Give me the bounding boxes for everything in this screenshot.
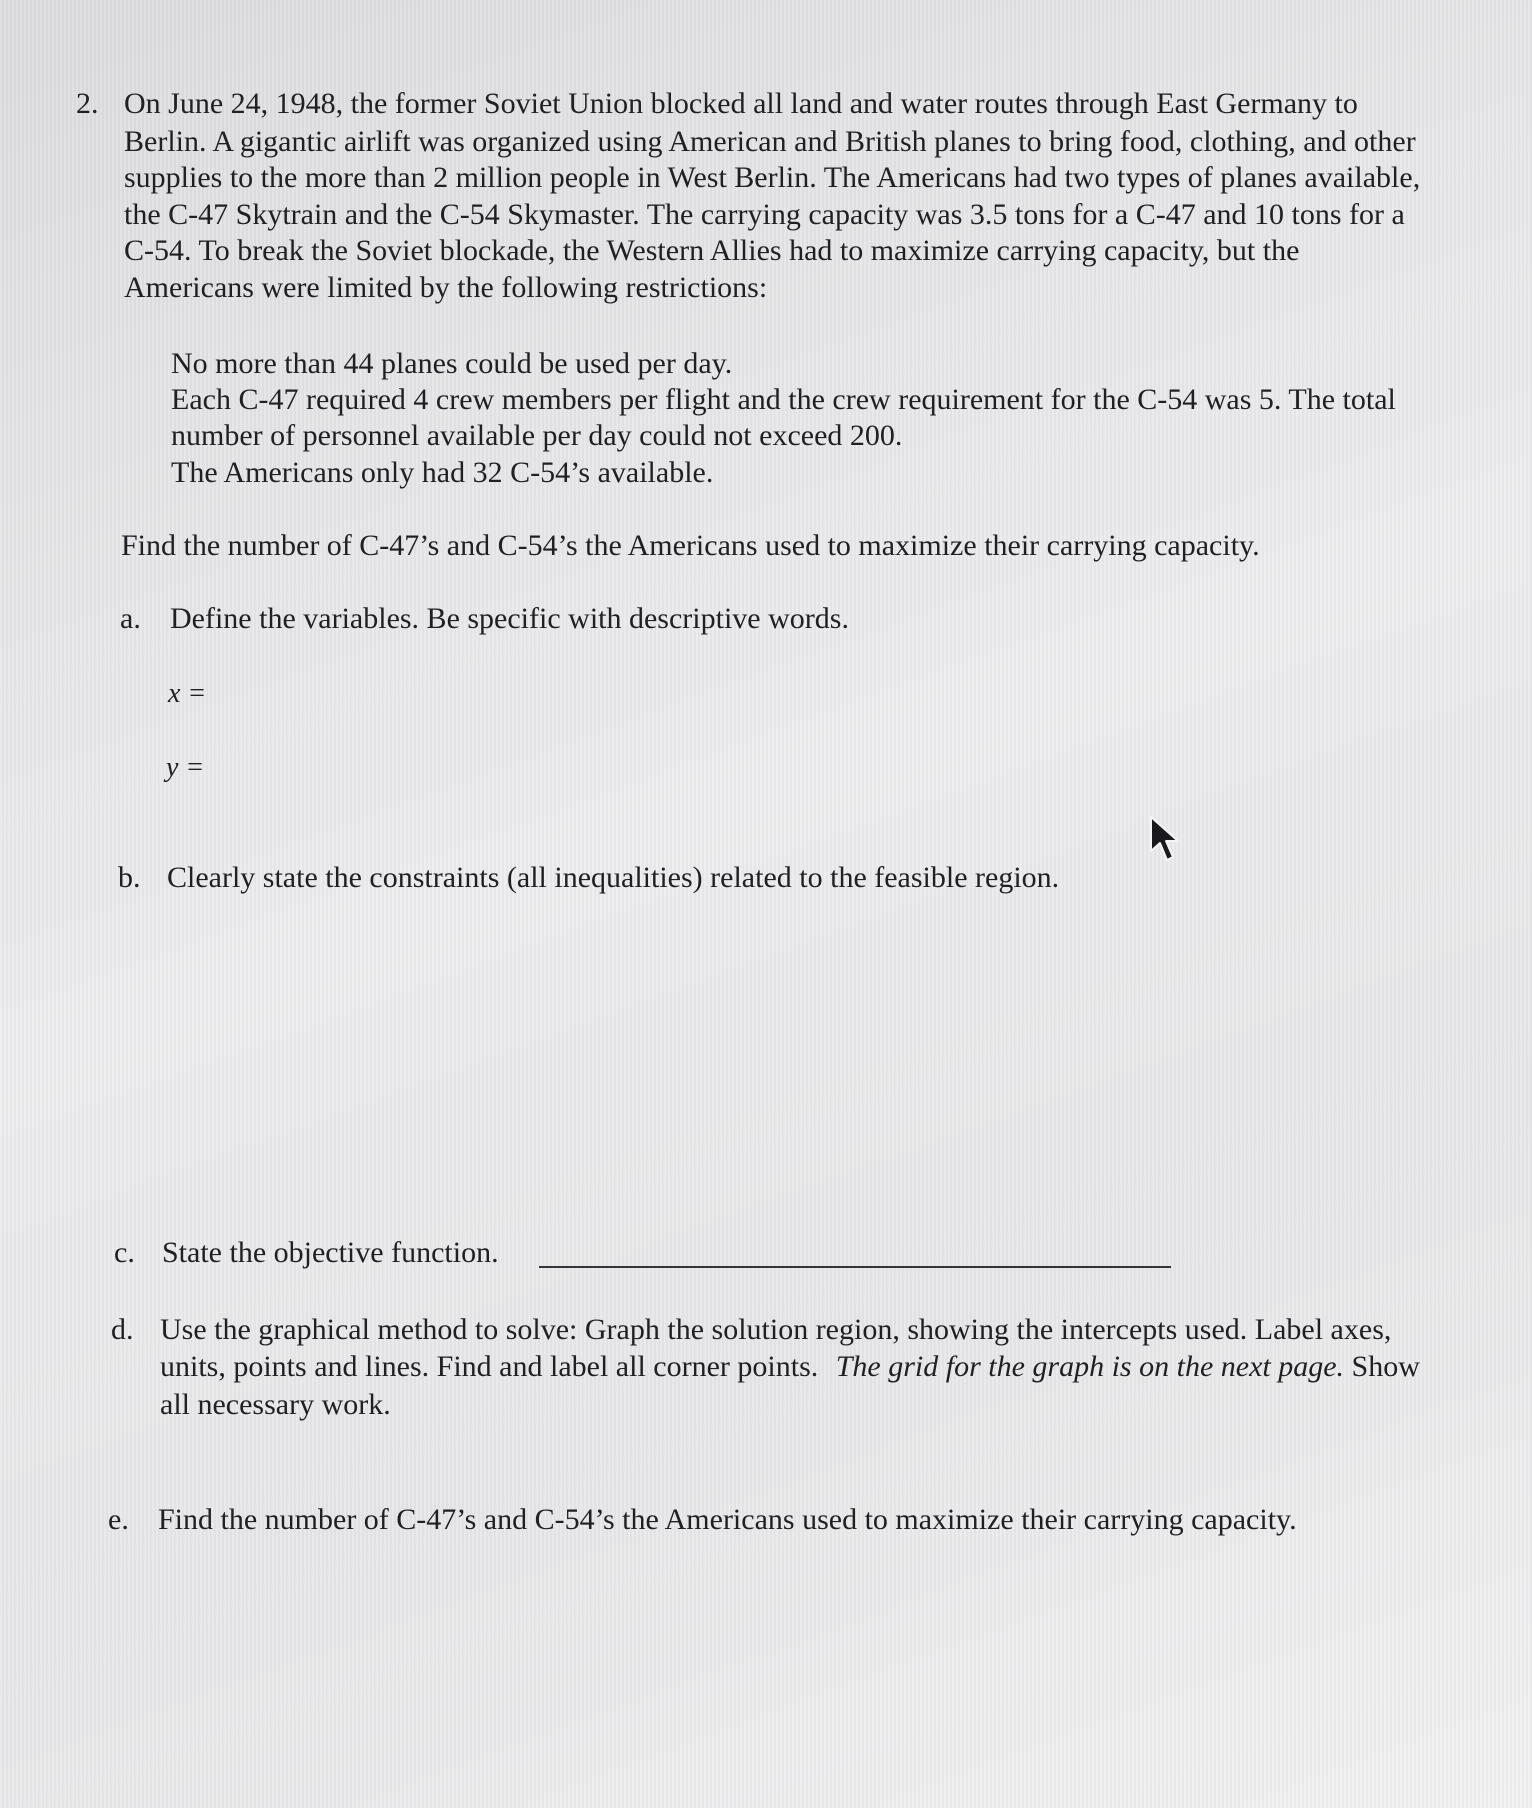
part-e-text: Find the number of C-47’s and C-54’s the Americans used to maximize their carrying capacity. (158, 1503, 1297, 1536)
part-b-letter: b. (118, 861, 141, 894)
part-e-letter: e. (108, 1503, 129, 1536)
part-b-text: Clearly state the constraints (all inequalities) related to the feasible region. (167, 861, 1060, 894)
intro-line: the C-47 Skytrain and the C-54 Skymaster. The carrying capacity was 3.5 tons for a C-47 and 10 tons for a (124, 198, 1405, 231)
part-d-show: Show (1351, 1350, 1420, 1383)
part-d-instructions: units, points and lines. Find and label all corner points. (160, 1350, 819, 1383)
mouse-pointer-icon (1148, 815, 1190, 865)
restriction-line: The Americans only had 32 C-54’s available. (171, 456, 714, 489)
part-d-line: Use the graphical method to solve: Graph the solution region, showing the intercepts used. Label axes, (160, 1313, 1392, 1346)
part-c-letter: c. (114, 1236, 135, 1269)
part-d-letter: d. (111, 1313, 134, 1346)
intro-line: On June 24, 1948, the former Soviet Union blocked all land and water routes through East Germany to (124, 87, 1358, 120)
part-d-line: all necessary work. (160, 1388, 391, 1421)
intro-line: Americans were limited by the following restrictions: (124, 271, 768, 304)
part-a-text: Define the variables. Be specific with descriptive words. (170, 602, 849, 635)
intro-line: Berlin. A gigantic airlift was organized using American and British planes to bring food, clothing, and other (124, 125, 1416, 158)
restriction-line: number of personnel available per day could not exceed 200. (171, 419, 903, 452)
intro-line: C-54. To break the Soviet blockade, the Western Allies had to maximize carrying capacity, but the (124, 234, 1300, 267)
part-d-grid-note: The grid for the graph is on the next page. (835, 1350, 1345, 1383)
restriction-line: Each C-47 required 4 crew members per flight and the crew requirement for the C-54 was 5. The total (171, 383, 1396, 416)
variable-x-label: x = (168, 678, 207, 709)
part-d-line (160, 1349, 1420, 1385)
part-a-letter: a. (120, 602, 141, 635)
task-statement: Find the number of C-47’s and C-54’s the Americans used to maximize their carrying capacity. (121, 529, 1260, 562)
variable-y-label: y = (166, 752, 205, 783)
problem-number: 2. (76, 87, 99, 120)
intro-line: supplies to the more than 2 million people in West Berlin. The Americans had two types of planes available, (124, 161, 1421, 194)
objective-answer-line (539, 1266, 1171, 1268)
part-c-text: State the objective function. (162, 1236, 499, 1269)
restriction-line: No more than 44 planes could be used per day. (171, 347, 733, 380)
